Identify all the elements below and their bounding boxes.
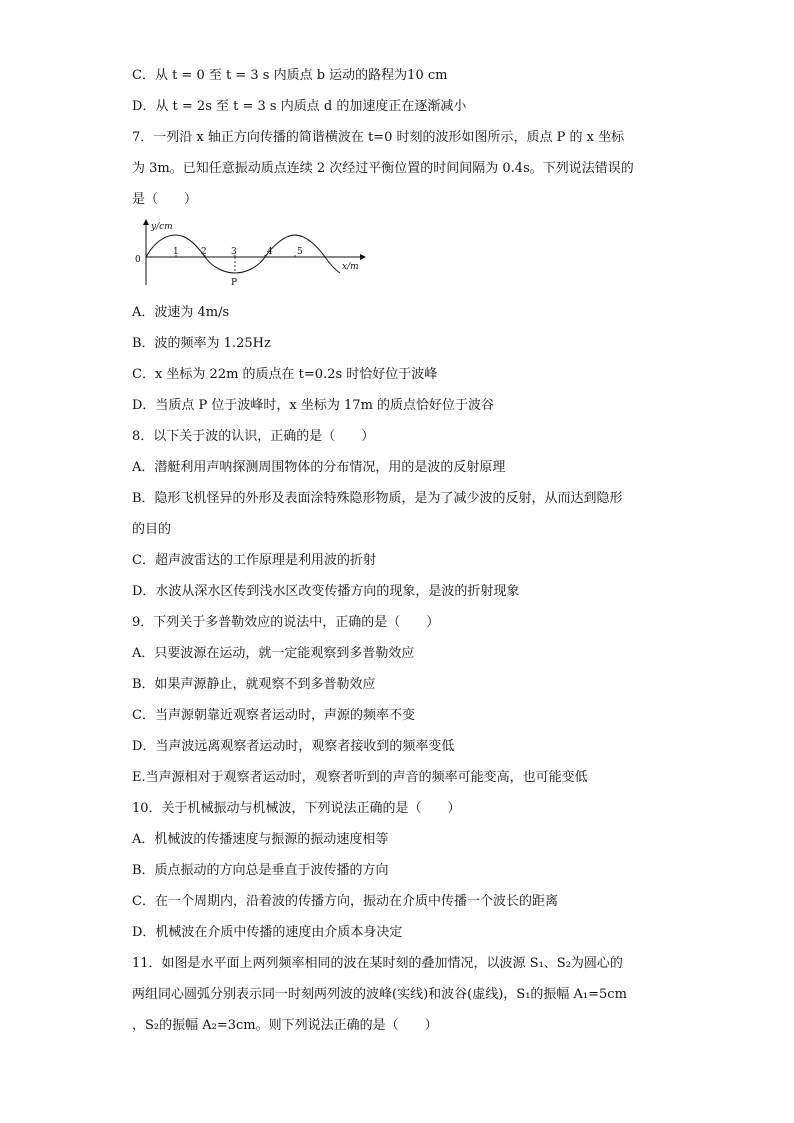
- question-11-stem: 11．如图是水平面上两列频率相同的波在某时刻的叠加情况，以波源 S₁、S₂为圆心的: [132, 956, 623, 971]
- text-line: 是（ ）: [132, 192, 198, 207]
- y-axis-label: y/cm: [151, 222, 173, 232]
- option-line: B．隐形飞机怪异的外形及表面涂特殊隐形物质，是为了减少波的反射，从而达到隐形: [132, 491, 623, 506]
- option-line: C．当声源朝靠近观察者运动时，声源的频率不变: [132, 708, 415, 723]
- option-line: B．波的频率为 1.25Hz: [132, 336, 271, 351]
- option-line: A．波速为 4m/s: [132, 305, 230, 320]
- x-axis-label: x/m: [342, 262, 359, 272]
- tick-label-2: 2: [201, 247, 207, 257]
- option-line: A．机械波的传播速度与振源的振动速度相等: [132, 832, 389, 847]
- tick-label-1: 1: [173, 247, 179, 257]
- tick-label-4: 4: [267, 247, 273, 257]
- option-line: C．超声波雷达的工作原理是利用波的折射: [132, 553, 376, 568]
- option-line: B．如果声源静止，就观察不到多普勒效应: [132, 677, 376, 692]
- question-9-stem: 9．下列关于多普勒效应的说法中，正确的是（ ）: [132, 615, 440, 630]
- text-line: D．从 t = 2s 至 t = 3 s 内质点 d 的加速度正在逐渐减小: [132, 99, 467, 114]
- option-line: D．当声波远离观察者运动时，观察者接收到的频率变低: [132, 739, 455, 754]
- tick-label-5: 5: [297, 247, 303, 257]
- question-7-stem: 7．一列沿 x 轴正方向传播的简谐横波在 t=0 时刻的波形如图所示，质点 P 的 x 坐标: [132, 130, 625, 145]
- text-line: 的目的: [132, 522, 172, 537]
- text-line: 两组同心圆弧分别表示同一时刻两列波的波峰(实线)和波谷(虚线)，S₁的振幅 A₁=5cm: [132, 987, 627, 1002]
- option-line: C．在一个周期内，沿着波的传播方向，振动在介质中传播一个波长的距离: [132, 894, 558, 909]
- text-line: ，S₂的振幅 A₂=3cm。则下列说法正确的是（ ）: [132, 1018, 438, 1033]
- option-line: B．质点振动的方向总是垂直于波传播的方向: [132, 863, 389, 878]
- wave-figure: [132, 219, 672, 291]
- option-line: A．只要波源在运动，就一定能观察到多普勒效应: [132, 646, 415, 661]
- option-line: C．x 坐标为 22m 的质点在 t=0.2s 时恰好位于波峰: [132, 367, 438, 382]
- option-line: D．机械波在介质中传播的速度由介质本身决定: [132, 925, 403, 940]
- document-page: [132, 60, 672, 1041]
- option-line: E.当声源相对于观察者运动时，观察者听到的声音的频率可能变高，也可能变低: [132, 770, 588, 785]
- tick-label-3: 3: [231, 247, 237, 257]
- question-10-stem: 10．关于机械振动与机械波，下列说法正确的是（ ）: [132, 801, 461, 816]
- point-p-label: P: [231, 278, 238, 288]
- option-line: D．水波从深水区传到浅水区改变传播方向的现象，是波的折射现象: [132, 584, 520, 599]
- text-line: 为 3m。已知任意振动质点连续 2 次经过平衡位置的时间间隔为 0.4s。下列说法错误的: [132, 161, 634, 176]
- y-axis-arrow: [143, 219, 149, 225]
- option-line: D．当质点 P 位于波峰时，x 坐标为 17m 的质点恰好位于波谷: [132, 398, 495, 413]
- text-line: C．从 t = 0 至 t = 3 s 内质点 b 运动的路程为10 cm: [132, 68, 448, 83]
- option-line: A．潜艇利用声呐探测周围物体的分布情况，用的是波的反射原理: [132, 460, 506, 475]
- origin-label: 0: [135, 255, 141, 265]
- x-axis-arrow: [360, 254, 366, 260]
- question-8-stem: 8．以下关于波的认识，正确的是（ ）: [132, 429, 375, 444]
